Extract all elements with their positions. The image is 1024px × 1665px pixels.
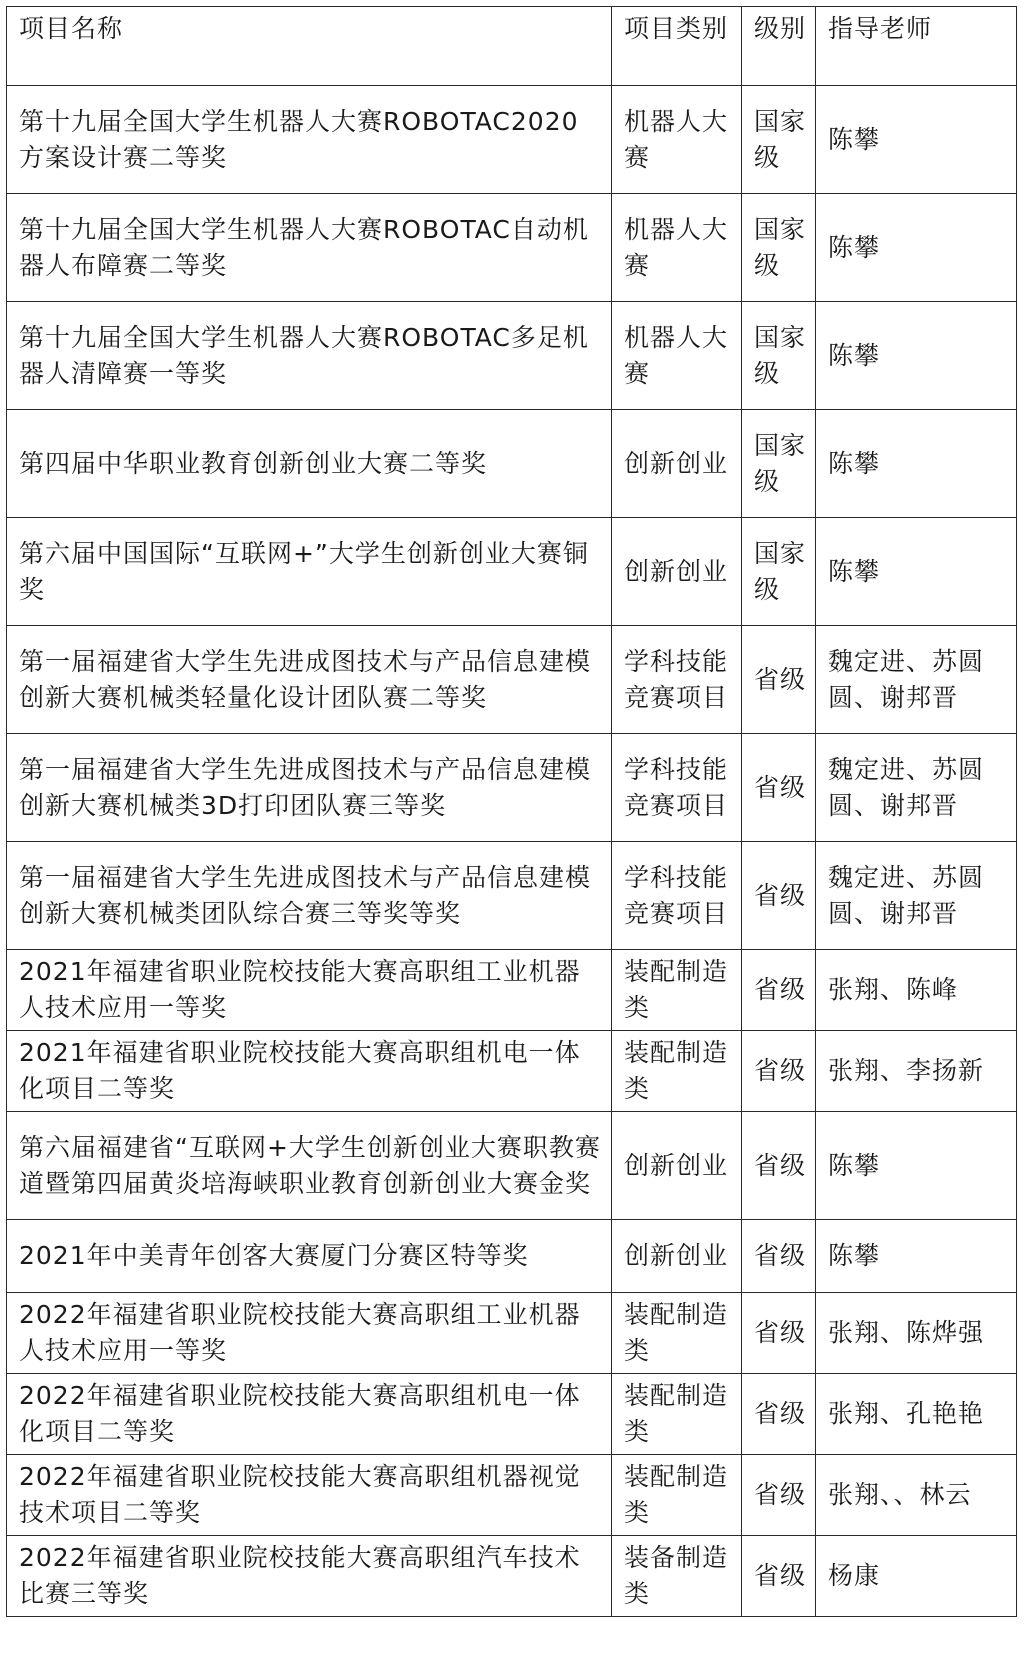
project-name-cell: 第十九届全国大学生机器人大赛ROBOTAC多足机器人清障赛一等奖 <box>7 302 612 410</box>
header-project-category: 项目类别 <box>612 7 742 86</box>
teacher-cell: 陈攀 <box>816 1112 1017 1220</box>
project-name-cell: 第十九届全国大学生机器人大赛ROBOTAC自动机器人布障赛二等奖 <box>7 194 612 302</box>
teacher-cell: 魏定进、苏圆圆、谢邦晋 <box>816 626 1017 734</box>
level-cell: 省级 <box>742 1112 816 1220</box>
category-cell: 创新创业 <box>612 518 742 626</box>
level-cell: 省级 <box>742 734 816 842</box>
project-name-cell: 2021年福建省职业院校技能大赛高职组机电一体化项目二等奖 <box>7 1031 612 1112</box>
header-teacher: 指导老师 <box>816 7 1017 86</box>
category-cell: 创新创业 <box>612 1220 742 1293</box>
level-cell: 国家级 <box>742 86 816 194</box>
teacher-cell: 张翔、孔艳艳 <box>816 1374 1017 1455</box>
project-name-cell: 2022年福建省职业院校技能大赛高职组机电一体化项目二等奖 <box>7 1374 612 1455</box>
table-row <box>7 410 1017 518</box>
table-row <box>7 1031 1017 1112</box>
project-name-cell: 第六届中国国际“互联网+”大学生创新创业大赛铜奖 <box>7 518 612 626</box>
project-name-cell: 2022年福建省职业院校技能大赛高职组工业机器人技术应用一等奖 <box>7 1293 612 1374</box>
level-cell: 国家级 <box>742 410 816 518</box>
category-cell: 装配制造类 <box>612 1455 742 1536</box>
category-cell: 装配制造类 <box>612 1293 742 1374</box>
project-name-cell: 第十九届全国大学生机器人大赛ROBOTAC2020方案设计赛二等奖 <box>7 86 612 194</box>
level-cell: 省级 <box>742 950 816 1031</box>
level-cell: 省级 <box>742 1031 816 1112</box>
table-row <box>7 950 1017 1031</box>
project-name-cell: 2022年福建省职业院校技能大赛高职组机器视觉技术项目二等奖 <box>7 1455 612 1536</box>
table-row <box>7 1374 1017 1455</box>
project-name-cell: 第六届福建省“互联网+大学生创新创业大赛职教赛道暨第四届黄炎培海峡职业教育创新创业大赛金奖 <box>7 1112 612 1220</box>
teacher-cell: 张翔、、林云 <box>816 1455 1017 1536</box>
teacher-cell: 魏定进、苏圆圆、谢邦晋 <box>816 734 1017 842</box>
category-cell: 学科技能竞赛项目 <box>612 842 742 950</box>
project-name-cell: 2021年中美青年创客大赛厦门分赛区特等奖 <box>7 1220 612 1293</box>
table-row <box>7 302 1017 410</box>
awards-document <box>6 6 1016 1617</box>
teacher-cell: 陈攀 <box>816 302 1017 410</box>
level-cell: 国家级 <box>742 302 816 410</box>
teacher-cell: 杨康 <box>816 1536 1017 1617</box>
level-cell: 国家级 <box>742 518 816 626</box>
level-cell: 省级 <box>742 1374 816 1455</box>
header-project-name: 项目名称 <box>7 7 612 86</box>
table-row <box>7 1293 1017 1374</box>
level-cell: 省级 <box>742 1455 816 1536</box>
table-row <box>7 626 1017 734</box>
project-name-cell: 2021年福建省职业院校技能大赛高职组工业机器人技术应用一等奖 <box>7 950 612 1031</box>
category-cell: 创新创业 <box>612 410 742 518</box>
level-cell: 省级 <box>742 1220 816 1293</box>
level-cell: 省级 <box>742 626 816 734</box>
category-cell: 学科技能竞赛项目 <box>612 626 742 734</box>
table-row <box>7 518 1017 626</box>
project-name-cell: 第一届福建省大学生先进成图技术与产品信息建模创新大赛机械类团队综合赛三等奖等奖 <box>7 842 612 950</box>
header-level: 级别 <box>742 7 816 86</box>
category-cell: 装备制造类 <box>612 1536 742 1617</box>
table-row <box>7 86 1017 194</box>
category-cell: 装配制造类 <box>612 950 742 1031</box>
teacher-cell: 陈攀 <box>816 518 1017 626</box>
table-row <box>7 194 1017 302</box>
category-cell: 机器人大赛 <box>612 194 742 302</box>
project-name-cell: 第一届福建省大学生先进成图技术与产品信息建模创新大赛机械类3D打印团队赛三等奖 <box>7 734 612 842</box>
level-cell: 省级 <box>742 1293 816 1374</box>
level-cell: 国家级 <box>742 194 816 302</box>
table-row <box>7 1220 1017 1293</box>
table-row <box>7 734 1017 842</box>
project-name-cell: 2022年福建省职业院校技能大赛高职组汽车技术比赛三等奖 <box>7 1536 612 1617</box>
table-row <box>7 842 1017 950</box>
teacher-cell: 魏定进、苏圆圆、谢邦晋 <box>816 842 1017 950</box>
teacher-cell: 张翔、陈峰 <box>816 950 1017 1031</box>
category-cell: 装配制造类 <box>612 1374 742 1455</box>
teacher-cell: 张翔、陈烨强 <box>816 1293 1017 1374</box>
table-row <box>7 1112 1017 1220</box>
category-cell: 机器人大赛 <box>612 86 742 194</box>
header-row <box>7 7 1017 86</box>
teacher-cell: 陈攀 <box>816 410 1017 518</box>
level-cell: 省级 <box>742 1536 816 1617</box>
category-cell: 创新创业 <box>612 1112 742 1220</box>
project-name-cell: 第四届中华职业教育创新创业大赛二等奖 <box>7 410 612 518</box>
table-row <box>7 1455 1017 1536</box>
teacher-cell: 陈攀 <box>816 86 1017 194</box>
category-cell: 学科技能竞赛项目 <box>612 734 742 842</box>
project-name-cell: 第一届福建省大学生先进成图技术与产品信息建模创新大赛机械类轻量化设计团队赛二等奖 <box>7 626 612 734</box>
awards-table <box>6 6 1017 1617</box>
teacher-cell: 张翔、李扬新 <box>816 1031 1017 1112</box>
level-cell: 省级 <box>742 842 816 950</box>
category-cell: 机器人大赛 <box>612 302 742 410</box>
teacher-cell: 陈攀 <box>816 1220 1017 1293</box>
table-row <box>7 1536 1017 1617</box>
category-cell: 装配制造类 <box>612 1031 742 1112</box>
teacher-cell: 陈攀 <box>816 194 1017 302</box>
